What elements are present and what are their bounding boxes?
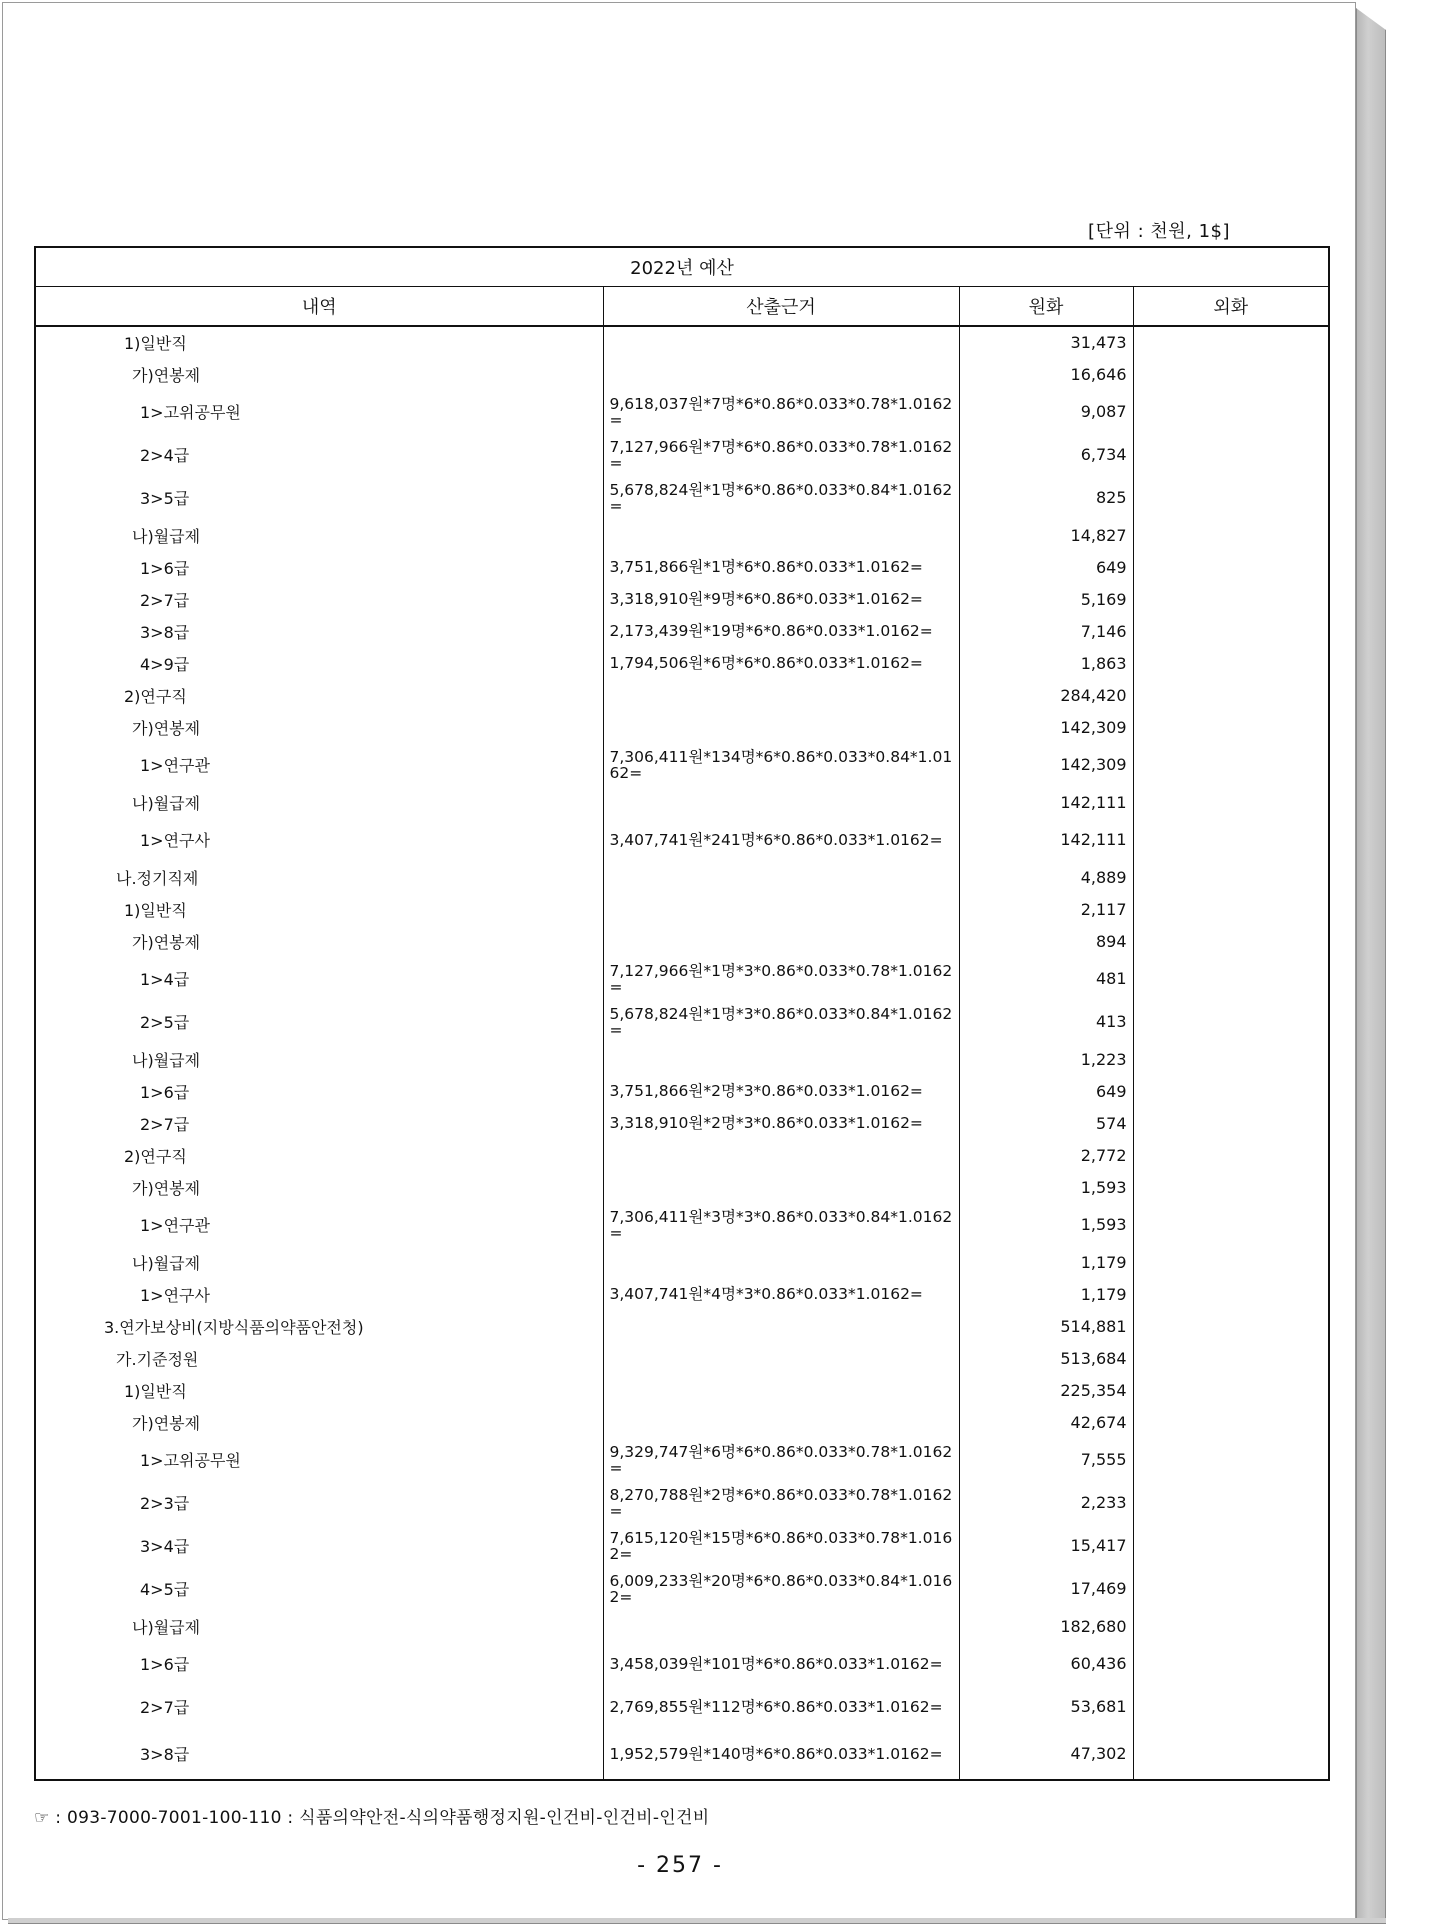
row-basis: 7,615,120원*15명*6*0.86*0.033*0.78*1.0162=: [603, 1524, 959, 1567]
row-basis: [603, 1310, 959, 1342]
row-krw: 284,420: [959, 679, 1133, 711]
col-header-krw: 원화: [959, 287, 1133, 327]
row-fx: [1133, 583, 1329, 615]
row-fx: [1133, 818, 1329, 861]
row-krw: 14,827: [959, 519, 1133, 551]
row-fx: [1133, 1406, 1329, 1438]
table-row: [35, 1139, 1329, 1171]
row-basis: 9,618,037원*7명*6*0.86*0.033*0.78*1.0162=: [603, 390, 959, 433]
row-basis: [603, 1610, 959, 1642]
row-krw: 574: [959, 1107, 1133, 1139]
row-fx: [1133, 1481, 1329, 1524]
row-krw: 7,146: [959, 615, 1133, 647]
row-fx: [1133, 390, 1329, 433]
table-row: [35, 647, 1329, 679]
row-item: 2)연구직: [35, 679, 603, 711]
row-item: 1>연구관: [35, 743, 603, 786]
table-row: [35, 925, 1329, 957]
row-basis: [603, 786, 959, 818]
row-fx: [1133, 1000, 1329, 1043]
row-basis: 3,407,741원*4명*3*0.86*0.033*1.0162=: [603, 1278, 959, 1310]
row-krw: 825: [959, 476, 1133, 519]
col-header-item: 내역: [35, 287, 603, 327]
row-basis: 7,127,966원*7명*6*0.86*0.033*0.78*1.0162=: [603, 433, 959, 476]
budget-table: [34, 246, 1330, 1781]
row-krw: 9,087: [959, 390, 1133, 433]
row-fx: [1133, 1139, 1329, 1171]
row-item: 가)연봉제: [35, 1171, 603, 1203]
table-row: [35, 861, 1329, 893]
row-basis: [603, 1374, 959, 1406]
row-fx: [1133, 358, 1329, 390]
table-row: [35, 615, 1329, 647]
table-row: [35, 1610, 1329, 1642]
row-fx: [1133, 743, 1329, 786]
row-krw: 142,309: [959, 743, 1133, 786]
table-row: [35, 1107, 1329, 1139]
table-row: [35, 1524, 1329, 1567]
table-row: [35, 358, 1329, 390]
row-basis: 7,127,966원*1명*3*0.86*0.033*0.78*1.0162=: [603, 957, 959, 1000]
row-krw: 142,309: [959, 711, 1133, 743]
row-krw: 481: [959, 957, 1133, 1000]
row-krw: 2,772: [959, 1139, 1133, 1171]
row-item: 1>연구사: [35, 1278, 603, 1310]
table-row: [35, 1310, 1329, 1342]
row-basis: [603, 1043, 959, 1075]
table-row: [35, 433, 1329, 476]
row-fx: [1133, 711, 1329, 743]
document-page: [2, 2, 1356, 1920]
row-item: 1)일반직: [35, 1374, 603, 1406]
row-krw: 5,169: [959, 583, 1133, 615]
table-row: [35, 519, 1329, 551]
page-edge-shadow: [1356, 8, 1386, 1920]
row-item: 4>9급: [35, 647, 603, 679]
table-row: [35, 818, 1329, 861]
row-krw: 2,117: [959, 893, 1133, 925]
row-item: 1>고위공무원: [35, 390, 603, 433]
row-fx: [1133, 1374, 1329, 1406]
row-krw: 53,681: [959, 1685, 1133, 1728]
row-item: 3>8급: [35, 615, 603, 647]
row-krw: 142,111: [959, 818, 1133, 861]
row-krw: 15,417: [959, 1524, 1133, 1567]
row-krw: 413: [959, 1000, 1133, 1043]
row-basis: [603, 925, 959, 957]
row-fx: [1133, 1246, 1329, 1278]
row-krw: 513,684: [959, 1342, 1133, 1374]
row-basis: 3,751,866원*1명*6*0.86*0.033*1.0162=: [603, 551, 959, 583]
row-krw: 1,863: [959, 647, 1133, 679]
row-basis: 5,678,824원*1명*3*0.86*0.033*0.84*1.0162=: [603, 1000, 959, 1043]
table-row: [35, 893, 1329, 925]
row-krw: 60,436: [959, 1642, 1133, 1685]
row-fx: [1133, 861, 1329, 893]
col-header-fx: 외화: [1133, 287, 1329, 327]
row-item: 나)월급제: [35, 786, 603, 818]
row-basis: 2,173,439원*19명*6*0.86*0.033*1.0162=: [603, 615, 959, 647]
table-title-row: [35, 247, 1329, 287]
row-item: 2>3급: [35, 1481, 603, 1524]
row-fx: [1133, 1310, 1329, 1342]
row-item: 가)연봉제: [35, 1406, 603, 1438]
row-krw: 649: [959, 551, 1133, 583]
table-header-row: [35, 287, 1329, 327]
row-item: 4>5급: [35, 1567, 603, 1610]
row-fx: [1133, 1107, 1329, 1139]
row-fx: [1133, 1203, 1329, 1246]
table-row: [35, 1642, 1329, 1685]
unit-label: [단위 : 천원, 1$]: [1088, 221, 1230, 242]
row-item: 3>4급: [35, 1524, 603, 1567]
row-basis: 7,306,411원*134명*6*0.86*0.033*0.84*1.0162=: [603, 743, 959, 786]
row-fx: [1133, 1342, 1329, 1374]
row-basis: [603, 1171, 959, 1203]
row-fx: [1133, 615, 1329, 647]
row-fx: [1133, 551, 1329, 583]
page-bottom-edge: [8, 1918, 1386, 1924]
row-fx: [1133, 1642, 1329, 1685]
row-item: 나)월급제: [35, 1043, 603, 1075]
row-basis: [603, 519, 959, 551]
page-number: - 257 -: [637, 1853, 723, 1878]
col-header-basis: 산출근거: [603, 287, 959, 327]
table-row: [35, 711, 1329, 743]
row-item: 나)월급제: [35, 1246, 603, 1278]
row-item: 1)일반직: [35, 326, 603, 358]
row-basis: 9,329,747원*6명*6*0.86*0.033*0.78*1.0162=: [603, 1438, 959, 1481]
row-item: 2>7급: [35, 1107, 603, 1139]
row-krw: 16,646: [959, 358, 1133, 390]
row-basis: 3,318,910원*9명*6*0.86*0.033*1.0162=: [603, 583, 959, 615]
row-fx: [1133, 1438, 1329, 1481]
table-row: [35, 1278, 1329, 1310]
row-item: 가)연봉제: [35, 358, 603, 390]
row-item: 나)월급제: [35, 519, 603, 551]
row-krw: 1,223: [959, 1043, 1133, 1075]
table-row: [35, 1481, 1329, 1524]
row-krw: 17,469: [959, 1567, 1133, 1610]
row-basis: [603, 711, 959, 743]
row-basis: 5,678,824원*1명*6*0.86*0.033*0.84*1.0162=: [603, 476, 959, 519]
row-basis: 2,769,855원*112명*6*0.86*0.033*1.0162=: [603, 1685, 959, 1728]
row-basis: 8,270,788원*2명*6*0.86*0.033*0.78*1.0162=: [603, 1481, 959, 1524]
table-row: [35, 957, 1329, 1000]
row-krw: 225,354: [959, 1374, 1133, 1406]
row-fx: [1133, 519, 1329, 551]
row-item: 1>4급: [35, 957, 603, 1000]
row-fx: [1133, 433, 1329, 476]
row-item: 1)일반직: [35, 893, 603, 925]
table-row: [35, 1043, 1329, 1075]
row-item: 1>고위공무원: [35, 1438, 603, 1481]
row-fx: [1133, 1171, 1329, 1203]
row-basis: [603, 1406, 959, 1438]
table-row: [35, 1728, 1329, 1780]
row-krw: 514,881: [959, 1310, 1133, 1342]
row-basis: [603, 1342, 959, 1374]
row-fx: [1133, 1043, 1329, 1075]
row-fx: [1133, 1728, 1329, 1780]
row-krw: 1,179: [959, 1246, 1133, 1278]
row-basis: 7,306,411원*3명*3*0.86*0.033*0.84*1.0162=: [603, 1203, 959, 1246]
row-fx: [1133, 1685, 1329, 1728]
row-fx: [1133, 786, 1329, 818]
table-row: [35, 583, 1329, 615]
row-basis: 3,407,741원*241명*6*0.86*0.033*1.0162=: [603, 818, 959, 861]
row-basis: 3,318,910원*2명*3*0.86*0.033*1.0162=: [603, 1107, 959, 1139]
row-fx: [1133, 1610, 1329, 1642]
table-row: [35, 786, 1329, 818]
row-item: 2>7급: [35, 583, 603, 615]
row-basis: [603, 1246, 959, 1278]
row-item: 2>4급: [35, 433, 603, 476]
row-item: 가.기준정원: [35, 1342, 603, 1374]
table-row: [35, 1374, 1329, 1406]
table-row: [35, 326, 1329, 358]
table-row: [35, 1203, 1329, 1246]
row-item: 가)연봉제: [35, 925, 603, 957]
row-krw: 1,593: [959, 1171, 1133, 1203]
row-item: 2>5급: [35, 1000, 603, 1043]
table-row: [35, 1171, 1329, 1203]
row-fx: [1133, 893, 1329, 925]
row-item: 3.연가보상비(지방식품의약품안전청): [35, 1310, 603, 1342]
table-title: 2022년 예산: [35, 247, 1329, 287]
row-krw: 47,302: [959, 1728, 1133, 1780]
row-krw: 1,593: [959, 1203, 1133, 1246]
row-item: 2)연구직: [35, 1139, 603, 1171]
row-item: 1>연구사: [35, 818, 603, 861]
row-krw: 894: [959, 925, 1133, 957]
table-row: [35, 1342, 1329, 1374]
row-item: 1>6급: [35, 1075, 603, 1107]
row-item: 1>6급: [35, 551, 603, 583]
row-fx: [1133, 679, 1329, 711]
row-item: 나)월급제: [35, 1610, 603, 1642]
row-krw: 6,734: [959, 433, 1133, 476]
table-row: [35, 743, 1329, 786]
table-row: [35, 476, 1329, 519]
row-item: 가)연봉제: [35, 711, 603, 743]
row-basis: [603, 1139, 959, 1171]
row-fx: [1133, 925, 1329, 957]
table-row: [35, 390, 1329, 433]
row-krw: 1,179: [959, 1278, 1133, 1310]
table-row: [35, 551, 1329, 583]
table-row: [35, 679, 1329, 711]
row-krw: 649: [959, 1075, 1133, 1107]
row-basis: [603, 358, 959, 390]
row-basis: [603, 893, 959, 925]
row-fx: [1133, 957, 1329, 1000]
row-basis: [603, 861, 959, 893]
row-basis: 3,751,866원*2명*3*0.86*0.033*1.0162=: [603, 1075, 959, 1107]
row-krw: 7,555: [959, 1438, 1133, 1481]
row-fx: [1133, 326, 1329, 358]
row-item: 3>5급: [35, 476, 603, 519]
row-krw: 31,473: [959, 326, 1133, 358]
account-code-footnote: ☞ : 093-7000-7001-100-110 : 식품의약안전-식의약품행정지원-인건비-인건비-인건비: [34, 1808, 710, 1828]
row-fx: [1133, 647, 1329, 679]
row-krw: 4,889: [959, 861, 1133, 893]
row-basis: 1,794,506원*6명*6*0.86*0.033*1.0162=: [603, 647, 959, 679]
row-fx: [1133, 1567, 1329, 1610]
row-item: 2>7급: [35, 1685, 603, 1728]
table-row: [35, 1438, 1329, 1481]
row-basis: 6,009,233원*20명*6*0.86*0.033*0.84*1.0162=: [603, 1567, 959, 1610]
row-item: 3>8급: [35, 1728, 603, 1780]
row-krw: 2,233: [959, 1481, 1133, 1524]
row-fx: [1133, 1075, 1329, 1107]
table-row: [35, 1567, 1329, 1610]
table-body: [35, 326, 1329, 1780]
row-krw: 142,111: [959, 786, 1133, 818]
table-row: [35, 1406, 1329, 1438]
row-krw: 42,674: [959, 1406, 1133, 1438]
row-basis: [603, 679, 959, 711]
table-row: [35, 1685, 1329, 1728]
table-row: [35, 1246, 1329, 1278]
row-fx: [1133, 476, 1329, 519]
row-basis: 3,458,039원*101명*6*0.86*0.033*1.0162=: [603, 1642, 959, 1685]
row-basis: 1,952,579원*140명*6*0.86*0.033*1.0162=: [603, 1728, 959, 1780]
row-fx: [1133, 1524, 1329, 1567]
row-basis: [603, 326, 959, 358]
row-item: 1>6급: [35, 1642, 603, 1685]
row-fx: [1133, 1278, 1329, 1310]
table-row: [35, 1075, 1329, 1107]
row-krw: 182,680: [959, 1610, 1133, 1642]
row-item: 1>연구관: [35, 1203, 603, 1246]
table-row: [35, 1000, 1329, 1043]
row-item: 나.정기직제: [35, 861, 603, 893]
